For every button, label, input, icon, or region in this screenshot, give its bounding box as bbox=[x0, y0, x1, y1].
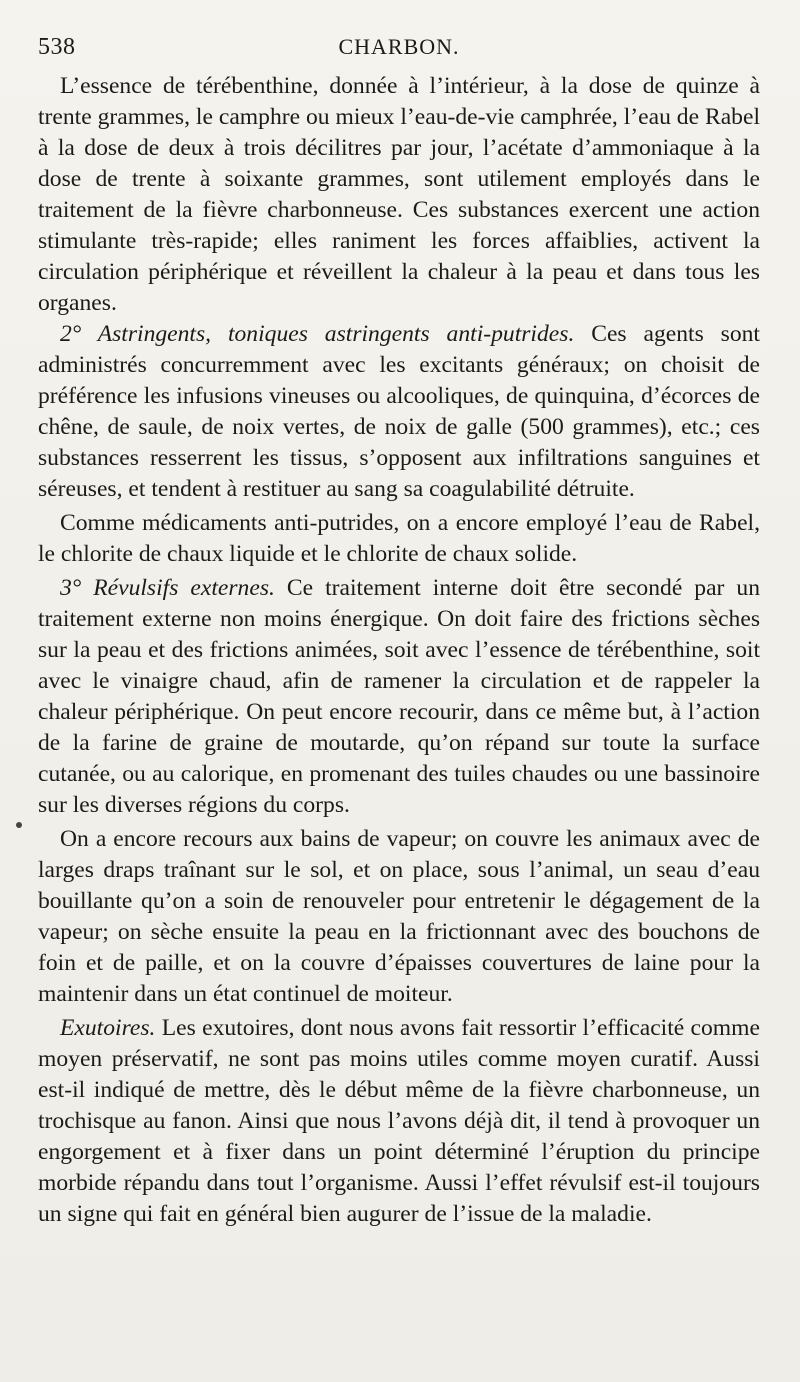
page-body bbox=[38, 71, 760, 1230]
paragraph-text: Les exutoires, dont nous avons fait ressortir l’efficacité comme moyen préservatif, ne sont pas moins utiles comme moyen curatif. Aussi est-il indiqué de mettre, dès le début même de la fièvre charbonneuse, un trochisque au fanon. Ainsi que nous l’avons déjà dit, il tend à provoquer un engorgement et à fixer dans un point déterminé l’éruption du principe morbide répandu dans tout l’organisme. Aussi l’effet révulsif est-il toujours un signe qui fait en général bien augurer de l’issue de la maladie. bbox=[38, 1015, 760, 1227]
page-number: 538 bbox=[38, 34, 76, 60]
paragraph-text: Ces agents sont administrés concurremment avec les excitants généraux; on choisit de préférence les infusions vineuses ou alcooliques, de quinquina, d’écorces de chêne, de saule, de noix vertes, de noix de galle (500 grammes), etc.; ces substances resserrent les tissus, s’opposent aux infiltrations sanguines et séreuses, et tendent à restituer au sang sa coagulabilité détruite. bbox=[38, 321, 760, 502]
paragraph-text: Ce traitement interne doit être secondé par un traitement externe non moins énergique. On doit faire des frictions sèches sur la peau et des frictions animées, soit avec l’essence de térébenthine, soit avec le vinaigre chaud, afin de ramener la circulation et de rappeler la chaleur périphérique. On peut encore recourir, dans ce même but, à l’action de la farine de graine de moutarde, qu’on répand sur toute la surface cutanée, ou au calorique, en promenant des tuiles chaudes ou une bassinoire sur les diverses régions du corps. bbox=[38, 575, 761, 818]
paragraph-bains-vapeur bbox=[38, 824, 760, 1010]
running-head bbox=[38, 26, 760, 66]
paragraph-text: On a encore recours aux bains de vapeur; on couvre les animaux avec de larges draps traînant sur le sol, et on place, sous l’animal, un seau d’eau bouillante qu’on a soin de renouveler pour entretenir le dégagement de la vapeur; on sèche ensuite la peau en la frictionnant avec des bouchons de foin et de paille, et on la couvre d’épaisses couvertures de laine pour la maintenir dans un état continuel de moiteur. bbox=[38, 826, 760, 1007]
paragraph-astringents bbox=[38, 319, 760, 505]
paragraph-revulsifs bbox=[38, 573, 760, 821]
paragraph-exutoires bbox=[38, 1013, 760, 1230]
section-heading-exutoires: Exutoires. bbox=[60, 1015, 156, 1041]
paragraph-stimulants bbox=[38, 71, 760, 319]
paragraph-text: L’essence de térébenthine, donnée à l’intérieur, à la dose de quinze à trente grammes, le camphre ou mieux l’eau-de-vie camphrée, l’eau de Rabel à la dose de deux à trois décilitres par jour, l’acétate d’ammoniaque à la dose de trente à soixante grammes, sont utilement employés dans le traitement de la fièvre charbonneuse. Ces substances exercent une action stimulante très-rapide; elles raniment les forces affaiblies, activent la circulation périphérique et réveillent la chaleur à la peau et dans tous les organes. bbox=[38, 73, 760, 316]
running-title: CHARBON. bbox=[338, 34, 460, 59]
section-heading-revulsifs: 3° Révulsifs externes. bbox=[60, 575, 275, 601]
paragraph-text: Comme médicaments anti-putrides, on a encore employé l’eau de Rabel, le chlorite de chaux liquide et le chlorite de chaux solide. bbox=[38, 510, 760, 567]
paragraph-anti-putrides bbox=[38, 508, 760, 570]
section-heading-astringents: 2° Astringents, toniques astringents anti-putrides. bbox=[60, 321, 575, 347]
margin-mark-icon bbox=[16, 822, 22, 828]
